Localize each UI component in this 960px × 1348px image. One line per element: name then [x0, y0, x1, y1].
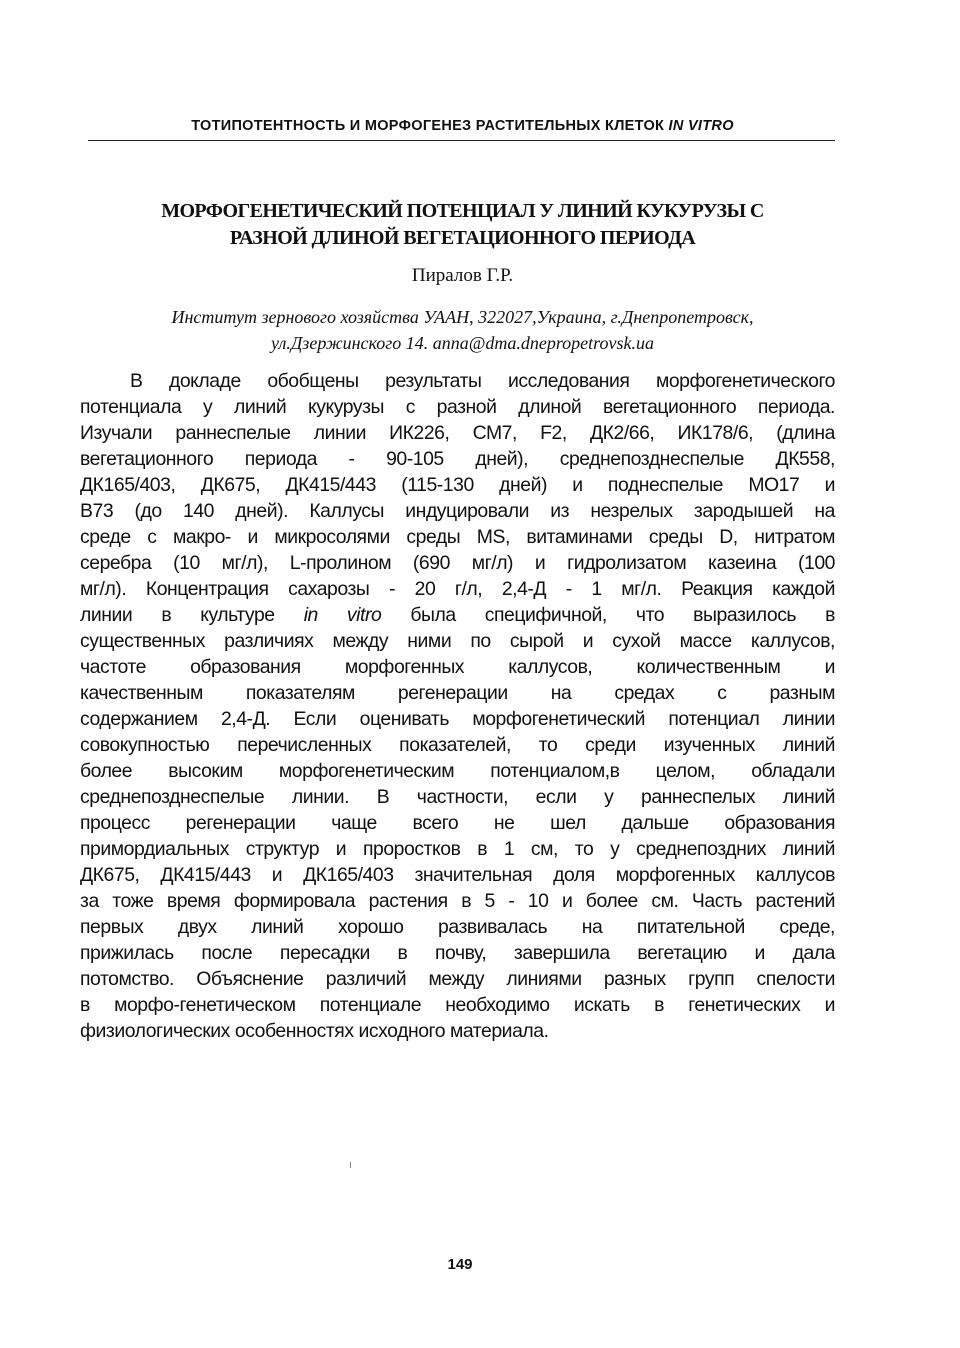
- abstract-line: процесс регенерации чаще всего не шел дальше образования: [80, 812, 835, 834]
- abstract-line: серебра (10 мг/л), L-пролином (690 мг/л) и гидролизатом казеина (100: [80, 552, 835, 574]
- abstract-line: примордиальных структур и проростков в 1 см, то у среднепоздних линий: [80, 838, 835, 860]
- running-header: [90, 118, 835, 134]
- abstract-line: существенных различиях между ними по сырой и сухой массе каллусов,: [80, 630, 835, 652]
- affiliation: [90, 304, 835, 356]
- running-header-italic: IN VITRO: [668, 118, 734, 134]
- abstract-line: качественным показателям регенерации на средах с разным: [80, 682, 835, 704]
- abstract-line: совокупностью перечисленных показателей, то среди изученных линий: [80, 734, 835, 756]
- abstract-line: прижилась после пересадки в почву, завершила вегетацию и дала: [80, 942, 835, 964]
- abstract-line-italic: in vitro: [303, 604, 382, 626]
- abstract-line: среднепозднеспелые линии. В частности, если у раннеспелых линий: [80, 786, 835, 808]
- abstract-line: В73 (до 140 дней). Каллусы индуцировали из незрелых зародышей на: [80, 500, 835, 522]
- abstract-line: потомство. Объяснение различий между линиями разных групп спелости: [80, 968, 835, 990]
- abstract-line: в морфо-генетическом потенциале необходимо искать в генетических и: [80, 994, 835, 1016]
- scan-speck: [350, 1162, 351, 1168]
- abstract-line: ДК165/403, ДК675, ДК415/443 (115-130 дней) и поднеспелые МО17 и: [80, 474, 835, 496]
- abstract-line: мг/л). Концентрация сахарозы - 20 г/л, 2,4-Д - 1 мг/л. Реакция каждой: [80, 578, 835, 600]
- abstract-line: вегетационного периода - 90-105 дней), среднепозднеспелые ДК558,: [80, 448, 835, 470]
- abstract-line: среде с макро- и микросолями среды MS, витаминами среды D, нитратом: [80, 526, 835, 548]
- abstract-line: содержанием 2,4-Д. Если оценивать морфогенетический потенциал линии: [80, 708, 835, 730]
- abstract-line: частоте образования морфогенных каллусов, количественным и: [80, 656, 835, 678]
- author: Пиралов Г.Р.: [411, 265, 514, 286]
- abstract-line: более высоким морфогенетическим потенциалом,в целом, обладали: [80, 760, 835, 782]
- page-number: 149: [447, 1256, 473, 1273]
- abstract-line: потенциала у линий кукурузы с разной длиной вегетационного периода.: [80, 396, 835, 418]
- abstract-line-segment: была специфичной, что выразилось в: [381, 604, 835, 626]
- title-line-1: МОРФОГЕНЕТИЧЕСКИЙ ПОТЕНЦИАЛ У ЛИНИЙ КУКУРУЗЫ С: [161, 200, 764, 222]
- abstract-line: Изучали раннеспелые линии ИК226, СМ7, F2, ДК2/66, ИК178/6, (длина: [80, 422, 835, 444]
- affiliation-line-1: Институт зернового хозяйства УААН, 322027,Украина, г.Днепропетровск,: [171, 307, 754, 327]
- header-rule: [88, 140, 835, 141]
- abstract-line-segment: линии в культуре: [80, 604, 304, 626]
- abstract-line: ДК675, ДК415/443 и ДК165/403 значительная доля морфогенных каллусов: [80, 864, 835, 886]
- article-title: [90, 198, 835, 252]
- title-line-2: РАЗНОЙ ДЛИНОЙ ВЕГЕТАЦИОННОГО ПЕРИОДА: [229, 227, 696, 249]
- affiliation-line-2: ул.Дзержинского 14. anna@dma.dnepropetrovsk.ua: [271, 333, 654, 353]
- abstract-line: В докладе обобщены результаты исследования морфогенетического: [130, 370, 835, 392]
- abstract-line: физиологических особенностях исходного материала.: [80, 1020, 549, 1042]
- running-header-text: ТОТИПОТЕНТНОСТЬ И МОРФОГЕНЕЗ РАСТИТЕЛЬНЫХ КЛЕТОК: [191, 118, 665, 134]
- abstract-line: первых двух линий хорошо развивалась на питательной среде,: [80, 916, 835, 938]
- abstract-line: за тоже время формировала растения в 5 - 10 и более см. Часть растений: [80, 890, 835, 912]
- abstract-body: [80, 368, 835, 1044]
- abstract-line: [80, 602, 835, 628]
